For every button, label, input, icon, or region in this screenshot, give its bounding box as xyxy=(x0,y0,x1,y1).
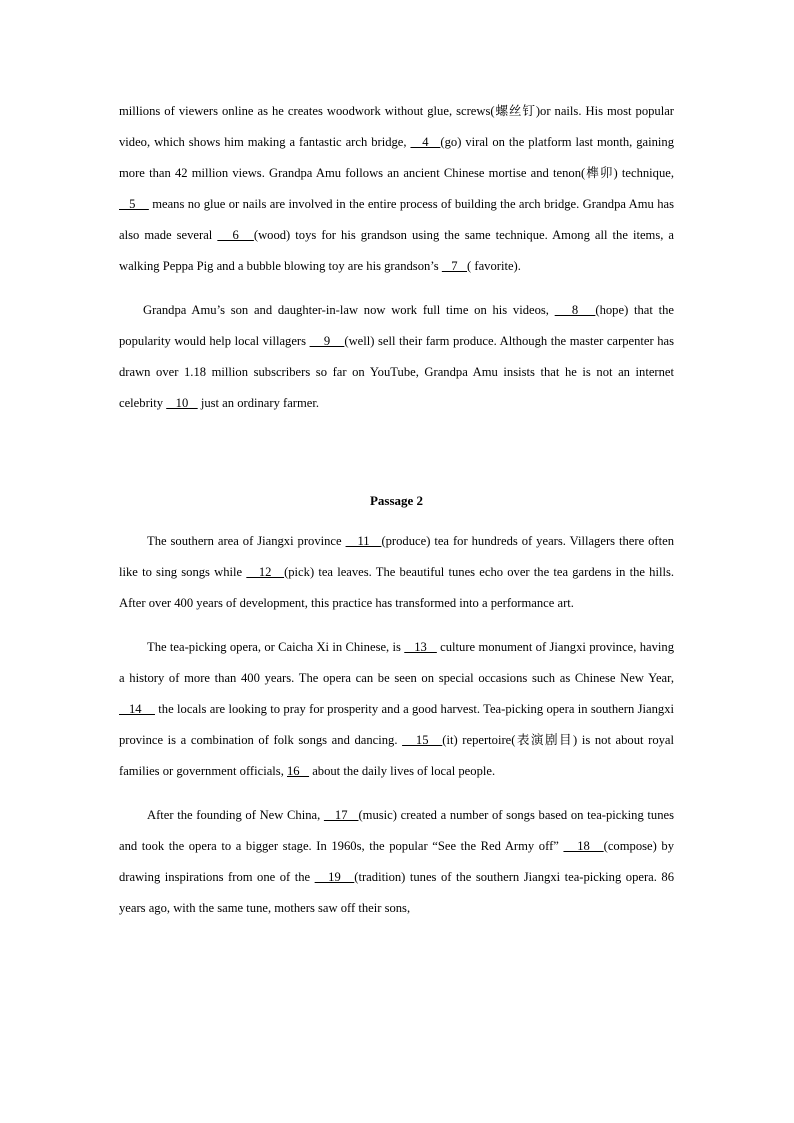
blank-12[interactable]: 12 xyxy=(246,565,285,579)
blank-4[interactable]: 4 xyxy=(410,135,441,149)
document-page xyxy=(119,96,674,924)
text: (produce) tea for hundreds of years. Villagers there often like to sing songs while xyxy=(119,534,674,579)
paragraph-1 xyxy=(119,96,674,282)
passage-heading: Passage 2 xyxy=(369,493,424,508)
text: (it) repertoire(表演剧目) is not about royal families or government officials, xyxy=(119,733,675,778)
text: (compose) by drawing inspirations from one of the xyxy=(119,839,674,884)
blank-16[interactable]: 16 xyxy=(287,764,310,778)
blank-14[interactable]: 14 xyxy=(119,702,155,716)
text: means no glue or nails are involved in the entire process of building the arch bridge. Grandpa Amu has also made several xyxy=(119,197,674,242)
paragraph-3 xyxy=(119,526,674,619)
text: millions of viewers online as he creates woodwork without glue, screws(螺丝钉)or nails. His most popular video, which shows him making a fantastic arch bridge, xyxy=(119,104,674,149)
blank-18[interactable]: 18 xyxy=(563,839,604,853)
blank-7[interactable]: 7 xyxy=(441,259,468,273)
blank-13[interactable]: 13 xyxy=(404,640,437,654)
text: The tea-picking opera, or Caicha Xi in Chinese, is xyxy=(147,640,405,654)
paragraph-4 xyxy=(119,632,674,787)
paragraph-5 xyxy=(119,800,674,924)
text: (pick) tea leaves. The beautiful tunes echo over the tea gardens in the hills. After over 400 years of development, this practice has transformed into a performance art. xyxy=(119,565,675,610)
text: (hope) that the popularity would help local villagers xyxy=(119,303,674,348)
text: (music) created a number of songs based on tea-picking tunes and took the opera to a bigger stage. In 1960s, the popular “See the Red Army off” xyxy=(119,808,675,853)
blank-6[interactable]: 6 xyxy=(217,228,254,242)
paragraph-2 xyxy=(119,295,674,419)
text: (go) viral on the platform last month, gaining more than 42 million views. Grandpa Amu follows an ancient Chinese mortise and tenon(榫卯) technique, xyxy=(119,135,675,180)
text: ( favorite). xyxy=(467,259,521,273)
blank-8[interactable]: 8 xyxy=(554,303,596,317)
text: The southern area of Jiangxi province xyxy=(147,534,346,548)
text: (tradition) tunes of the southern Jiangxi tea-picking opera. 86 years ago, with the same tune, mothers saw off their sons, xyxy=(119,870,675,915)
text: just an ordinary farmer. xyxy=(197,396,320,410)
blank-15[interactable]: 15 xyxy=(402,733,443,747)
text: (wood) toys for his grandson using the same technique. Among all the items, a walking Peppa Pig and a bubble blowing toy are his grandson’s xyxy=(119,228,675,273)
blank-19[interactable]: 19 xyxy=(314,870,355,884)
blank-5[interactable]: 5 xyxy=(119,197,149,211)
text: about the daily lives of local people. xyxy=(309,764,496,778)
text: culture monument of Jiangxi province, having a history of more than 400 years. The opera can be seen on special occasions such as Chinese New Year, xyxy=(119,640,675,685)
text: (well) sell their farm produce. Although the master carpenter has drawn over 1.18 million subscribers so far on YouTube, Grandpa Amu insists that he is not an internet celebrity xyxy=(119,334,675,410)
blank-9[interactable]: 9 xyxy=(309,334,345,348)
blank-11[interactable]: 11 xyxy=(345,534,382,548)
blank-10[interactable]: 10 xyxy=(166,396,198,410)
text: After the founding of New China, xyxy=(147,808,324,822)
blank-17[interactable]: 17 xyxy=(323,808,359,822)
text: Grandpa Amu’s son and daughter-in-law now work full time on his videos, xyxy=(143,303,555,317)
text: the locals are looking to pray for prosperity and a good harvest. Tea-picking opera in southern Jiangxi province is a combination of folk songs and dancing. xyxy=(119,702,674,747)
